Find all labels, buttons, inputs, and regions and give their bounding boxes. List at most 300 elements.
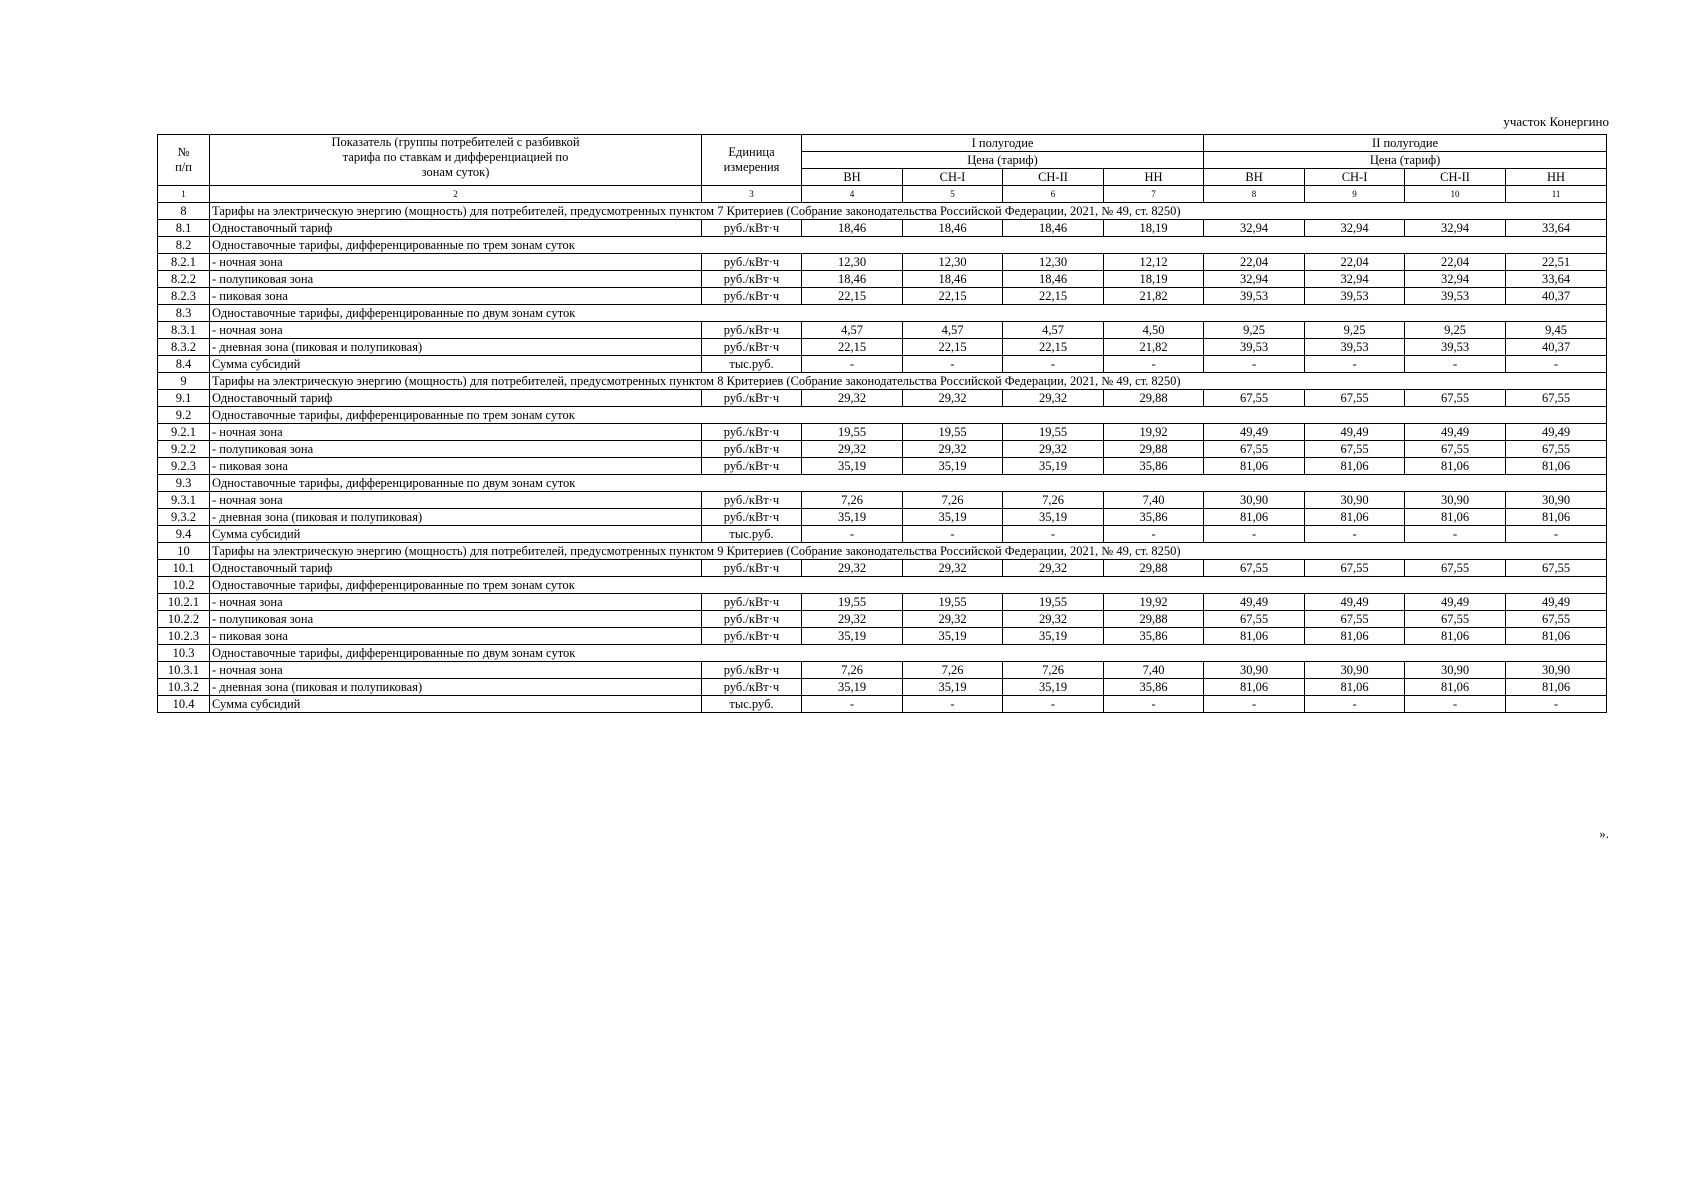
tariff-value: 35,86	[1104, 628, 1204, 645]
header-price-1: Цена (тариф)	[802, 152, 1204, 169]
tariff-value: -	[1204, 356, 1305, 373]
section-row	[158, 203, 1607, 220]
header-unit: Единица измерения	[702, 135, 802, 186]
tariff-value: -	[802, 356, 903, 373]
row-indicator: - ночная зона	[210, 594, 702, 611]
row-unit: руб./кВт·ч	[702, 390, 802, 407]
row-number: 8.3.1	[158, 322, 210, 339]
header-level-cell: СН-II	[1003, 169, 1104, 186]
row-number: 10.2	[158, 577, 210, 594]
tariff-value: 29,32	[1003, 390, 1104, 407]
tariff-value: 35,19	[903, 679, 1003, 696]
tariff-value: 29,88	[1104, 560, 1204, 577]
row-indicator: Сумма субсидий	[210, 696, 702, 713]
tariff-value: 81,06	[1305, 509, 1405, 526]
table-row	[158, 679, 1607, 696]
tariff-value: 30,90	[1305, 492, 1405, 509]
tariff-value: 7,26	[802, 662, 903, 679]
tariff-value: 18,46	[903, 220, 1003, 237]
tariff-value: 39,53	[1305, 339, 1405, 356]
tariff-value: 67,55	[1204, 560, 1305, 577]
tariff-value: 30,90	[1305, 662, 1405, 679]
tariff-value: 29,32	[903, 560, 1003, 577]
tariff-value: 22,15	[1003, 339, 1104, 356]
row-number: 9.4	[158, 526, 210, 543]
closing-quote: ».	[1599, 826, 1609, 841]
tariff-value: 81,06	[1305, 679, 1405, 696]
tariff-value: 49,49	[1405, 594, 1506, 611]
table-row	[158, 458, 1607, 475]
row-indicator: - полупиковая зона	[210, 441, 702, 458]
tariff-value: 49,49	[1204, 594, 1305, 611]
table-group-row	[158, 305, 1607, 322]
tariff-value: 29,32	[903, 611, 1003, 628]
tariff-value: -	[903, 356, 1003, 373]
row-number: 9.3	[158, 475, 210, 492]
tariff-value: -	[1104, 526, 1204, 543]
tariff-value: -	[1405, 696, 1506, 713]
tariff-value: 4,57	[903, 322, 1003, 339]
tariff-value: 12,30	[802, 254, 903, 271]
row-indicator: - полупиковая зона	[210, 611, 702, 628]
tariff-value: 67,55	[1405, 611, 1506, 628]
tariff-value: 22,15	[802, 339, 903, 356]
row-indicator: - ночная зона	[210, 662, 702, 679]
tariff-value: -	[1506, 356, 1607, 373]
header-level-cell: ВН	[1204, 169, 1305, 186]
tariff-value: 81,06	[1204, 679, 1305, 696]
tariff-value: -	[1204, 696, 1305, 713]
tariff-value: 35,19	[802, 458, 903, 475]
row-indicator: - ночная зона	[210, 424, 702, 441]
row-number: 9.2.1	[158, 424, 210, 441]
tariff-value: 22,15	[903, 339, 1003, 356]
table-header	[158, 135, 1607, 203]
section-row	[158, 543, 1607, 560]
table-row	[158, 696, 1607, 713]
row-indicator: - дневная зона (пиковая и полупиковая)	[210, 679, 702, 696]
tariff-value: 67,55	[1405, 390, 1506, 407]
tariff-value: -	[1104, 356, 1204, 373]
tariff-value: 67,55	[1506, 390, 1607, 407]
row-number: 10.1	[158, 560, 210, 577]
table-row	[158, 254, 1607, 271]
tariff-value: 49,49	[1305, 424, 1405, 441]
tariff-value: 9,45	[1506, 322, 1607, 339]
tariff-value: 67,55	[1405, 560, 1506, 577]
table-row	[158, 356, 1607, 373]
column-number-cell: 1	[158, 186, 210, 203]
tariff-value: 9,25	[1405, 322, 1506, 339]
tariff-value: 67,55	[1506, 441, 1607, 458]
row-unit: руб./кВт·ч	[702, 288, 802, 305]
row-unit: руб./кВт·ч	[702, 322, 802, 339]
tariff-value: 67,55	[1305, 441, 1405, 458]
column-number-cell: 11	[1506, 186, 1607, 203]
row-indicator: Одноставочный тариф	[210, 220, 702, 237]
tariff-value: 35,19	[802, 509, 903, 526]
header-level-cell: НН	[1104, 169, 1204, 186]
row-indicator: Одноставочные тарифы, дифференцированные по трем зонам суток	[210, 407, 1607, 424]
tariff-value: 19,92	[1104, 594, 1204, 611]
tariff-value: 30,90	[1204, 662, 1305, 679]
tariff-value: -	[802, 526, 903, 543]
row-number: 8.3.2	[158, 339, 210, 356]
row-unit: тыс.руб.	[702, 696, 802, 713]
tariff-value: 19,55	[1003, 594, 1104, 611]
tariff-value: 29,32	[802, 390, 903, 407]
tariff-value: 39,53	[1204, 339, 1305, 356]
tariff-value: 18,46	[802, 220, 903, 237]
tariff-value: 32,94	[1305, 220, 1405, 237]
table-row	[158, 390, 1607, 407]
tariff-table	[157, 134, 1607, 713]
tariff-value: 22,15	[802, 288, 903, 305]
row-indicator: - ночная зона	[210, 322, 702, 339]
section-title: Тарифы на электрическую энергию (мощность) для потребителей, предусмотренных пунктом 9 Критериев (Собрание законодательства Российской Федерации, 2021, № 49, ст. 8250)	[210, 543, 1607, 560]
tariff-value: 81,06	[1405, 679, 1506, 696]
tariff-value: -	[1003, 356, 1104, 373]
section-number: 9	[158, 373, 210, 390]
tariff-value: 81,06	[1405, 509, 1506, 526]
tariff-value: 35,19	[1003, 628, 1104, 645]
table-group-row	[158, 645, 1607, 662]
row-indicator: Одноставочный тариф	[210, 560, 702, 577]
tariff-value: 4,57	[1003, 322, 1104, 339]
column-number-cell: 10	[1405, 186, 1506, 203]
row-number: 9.2.3	[158, 458, 210, 475]
row-indicator: - пиковая зона	[210, 628, 702, 645]
row-number: 10.2.2	[158, 611, 210, 628]
row-indicator: Сумма субсидий	[210, 356, 702, 373]
row-indicator: Одноставочные тарифы, дифференцированные по двум зонам суток	[210, 645, 1607, 662]
table-row	[158, 322, 1607, 339]
tariff-value: 81,06	[1204, 628, 1305, 645]
column-number-cell: 3	[702, 186, 802, 203]
tariff-value: 29,32	[802, 611, 903, 628]
row-number: 9.1	[158, 390, 210, 407]
tariff-value: 35,86	[1104, 679, 1204, 696]
tariff-value: 35,19	[802, 679, 903, 696]
tariff-value: -	[903, 526, 1003, 543]
tariff-value: 29,88	[1104, 611, 1204, 628]
table-row	[158, 628, 1607, 645]
tariff-value: 33,64	[1506, 271, 1607, 288]
page-caption: участок Конергино	[1503, 114, 1609, 129]
row-indicator: - пиковая зона	[210, 288, 702, 305]
table-group-row	[158, 407, 1607, 424]
tariff-value: 29,88	[1104, 390, 1204, 407]
tariff-value: 49,49	[1405, 424, 1506, 441]
tariff-value: 67,55	[1204, 390, 1305, 407]
tariff-value: 39,53	[1305, 288, 1405, 305]
row-number: 9.3.1	[158, 492, 210, 509]
table-row	[158, 271, 1607, 288]
tariff-value: 7,40	[1104, 492, 1204, 509]
header-level-cell: ВН	[802, 169, 903, 186]
tariff-value: 18,19	[1104, 220, 1204, 237]
tariff-value: 35,86	[1104, 509, 1204, 526]
tariff-value: 67,55	[1305, 611, 1405, 628]
row-unit: руб./кВт·ч	[702, 492, 802, 509]
tariff-value: -	[1405, 526, 1506, 543]
tariff-value: 67,55	[1405, 441, 1506, 458]
tariff-value: 33,64	[1506, 220, 1607, 237]
tariff-value: 29,32	[1003, 560, 1104, 577]
tariff-value: 40,37	[1506, 339, 1607, 356]
table-row	[158, 339, 1607, 356]
tariff-value: 35,19	[903, 628, 1003, 645]
header-level-cell: СН-II	[1405, 169, 1506, 186]
tariff-value: 49,49	[1506, 424, 1607, 441]
section-title: Тарифы на электрическую энергию (мощность) для потребителей, предусмотренных пунктом 7 Критериев (Собрание законодательства Российской Федерации, 2021, № 49, ст. 8250)	[210, 203, 1607, 220]
tariff-value: 30,90	[1204, 492, 1305, 509]
row-indicator: Одноставочный тариф	[210, 390, 702, 407]
row-number: 10.4	[158, 696, 210, 713]
tariff-value: 32,94	[1405, 271, 1506, 288]
tariff-value: 81,06	[1305, 458, 1405, 475]
tariff-value: 30,90	[1506, 492, 1607, 509]
tariff-value: 81,06	[1305, 628, 1405, 645]
header-level-cell: НН	[1506, 169, 1607, 186]
section-number: 10	[158, 543, 210, 560]
tariff-value: -	[1405, 356, 1506, 373]
tariff-value: -	[1305, 696, 1405, 713]
tariff-value: 19,55	[903, 424, 1003, 441]
tariff-value: 81,06	[1506, 628, 1607, 645]
table-row	[158, 424, 1607, 441]
table-group-row	[158, 237, 1607, 254]
row-number: 8.2	[158, 237, 210, 254]
tariff-value: 81,06	[1506, 458, 1607, 475]
row-unit: руб./кВт·ч	[702, 594, 802, 611]
tariff-value: -	[1506, 526, 1607, 543]
tariff-value: 18,46	[1003, 220, 1104, 237]
tariff-value: 19,55	[802, 424, 903, 441]
tariff-value: 19,55	[802, 594, 903, 611]
tariff-value: -	[1003, 696, 1104, 713]
tariff-value: 32,94	[1204, 271, 1305, 288]
table-row	[158, 662, 1607, 679]
row-number: 8.1	[158, 220, 210, 237]
column-number-cell: 2	[210, 186, 702, 203]
header-half-1: I полугодие	[802, 135, 1204, 152]
table-group-row	[158, 577, 1607, 594]
tariff-value: 35,19	[1003, 509, 1104, 526]
row-unit: руб./кВт·ч	[702, 611, 802, 628]
table-row	[158, 441, 1607, 458]
column-number-cell: 6	[1003, 186, 1104, 203]
section-title: Тарифы на электрическую энергию (мощность) для потребителей, предусмотренных пунктом 8 Критериев (Собрание законодательства Российской Федерации, 2021, № 49, ст. 8250)	[210, 373, 1607, 390]
tariff-value: 29,32	[802, 560, 903, 577]
header-column-numbers	[158, 186, 1607, 203]
tariff-value: 29,88	[1104, 441, 1204, 458]
section-row	[158, 373, 1607, 390]
tariff-value: 81,06	[1506, 679, 1607, 696]
row-unit: руб./кВт·ч	[702, 339, 802, 356]
row-indicator: - дневная зона (пиковая и полупиковая)	[210, 339, 702, 356]
tariff-value: 81,06	[1204, 458, 1305, 475]
row-number: 10.3	[158, 645, 210, 662]
tariff-value: 29,32	[903, 441, 1003, 458]
tariff-value: 81,06	[1204, 509, 1305, 526]
tariff-value: 21,82	[1104, 339, 1204, 356]
tariff-value: 7,40	[1104, 662, 1204, 679]
tariff-value: 29,32	[802, 441, 903, 458]
tariff-value: -	[1305, 356, 1405, 373]
table-row	[158, 220, 1607, 237]
tariff-value: 18,46	[1003, 271, 1104, 288]
tariff-value: 7,26	[903, 662, 1003, 679]
tariff-value: 35,86	[1104, 458, 1204, 475]
tariff-value: 49,49	[1506, 594, 1607, 611]
row-unit: руб./кВт·ч	[702, 560, 802, 577]
row-number: 10.3.1	[158, 662, 210, 679]
tariff-value: 39,53	[1405, 288, 1506, 305]
tariff-value: 32,94	[1204, 220, 1305, 237]
table-row	[158, 594, 1607, 611]
tariff-value: -	[1506, 696, 1607, 713]
header-price-2: Цена (тариф)	[1204, 152, 1607, 169]
column-number-cell: 8	[1204, 186, 1305, 203]
row-number: 10.2.1	[158, 594, 210, 611]
tariff-value: 67,55	[1305, 560, 1405, 577]
row-indicator: Одноставочные тарифы, дифференцированные по двум зонам суток	[210, 305, 1607, 322]
row-number: 8.3	[158, 305, 210, 322]
tariff-value: 22,15	[1003, 288, 1104, 305]
tariff-value: 18,19	[1104, 271, 1204, 288]
tariff-value: 81,06	[1405, 458, 1506, 475]
row-unit: руб./кВт·ч	[702, 424, 802, 441]
tariff-value: -	[1305, 526, 1405, 543]
tariff-value: 21,82	[1104, 288, 1204, 305]
row-unit: руб./кВт·ч	[702, 662, 802, 679]
row-unit: руб./кВт·ч	[702, 271, 802, 288]
row-indicator: Одноставочные тарифы, дифференцированные по трем зонам суток	[210, 237, 1607, 254]
tariff-value: 67,55	[1204, 611, 1305, 628]
column-number-cell: 7	[1104, 186, 1204, 203]
section-number: 8	[158, 203, 210, 220]
tariff-value: 18,46	[802, 271, 903, 288]
header-indicator: Показатель (группы потребителей с разбивкой тарифа по ставкам и дифференциацией по зонам суток)	[210, 135, 702, 186]
row-unit: руб./кВт·ч	[702, 509, 802, 526]
row-number: 10.3.2	[158, 679, 210, 696]
tariff-value: 29,32	[903, 390, 1003, 407]
row-indicator: - ночная зона	[210, 492, 702, 509]
tariff-value: 19,55	[903, 594, 1003, 611]
row-number: 9.2.2	[158, 441, 210, 458]
tariff-value: 32,94	[1405, 220, 1506, 237]
row-unit: тыс.руб.	[702, 526, 802, 543]
tariff-value: 7,26	[802, 492, 903, 509]
tariff-value: 12,12	[1104, 254, 1204, 271]
tariff-value: 30,90	[1405, 492, 1506, 509]
tariff-value: 12,30	[1003, 254, 1104, 271]
tariff-value: 39,53	[1405, 339, 1506, 356]
tariff-value: 67,55	[1506, 560, 1607, 577]
tariff-value: 29,32	[1003, 611, 1104, 628]
tariff-value: 40,37	[1506, 288, 1607, 305]
tariff-value: 35,19	[1003, 679, 1104, 696]
tariff-value: 67,55	[1204, 441, 1305, 458]
tariff-value: 19,55	[1003, 424, 1104, 441]
row-indicator: Одноставочные тарифы, дифференцированные по трем зонам суток	[210, 577, 1607, 594]
tariff-value: 49,49	[1305, 594, 1405, 611]
table-body	[158, 203, 1607, 713]
row-indicator: Сумма субсидий	[210, 526, 702, 543]
tariff-value: 4,57	[802, 322, 903, 339]
row-unit: руб./кВт·ч	[702, 441, 802, 458]
tariff-value: -	[802, 696, 903, 713]
table-group-row	[158, 475, 1607, 492]
table-row	[158, 492, 1607, 509]
tariff-value: 12,30	[903, 254, 1003, 271]
row-indicator: - дневная зона (пиковая и полупиковая)	[210, 509, 702, 526]
tariff-value: -	[1003, 526, 1104, 543]
tariff-value: 22,04	[1204, 254, 1305, 271]
tariff-value: 22,15	[903, 288, 1003, 305]
tariff-value: 49,49	[1204, 424, 1305, 441]
row-unit: руб./кВт·ч	[702, 220, 802, 237]
tariff-value: 7,26	[1003, 662, 1104, 679]
tariff-value: 35,19	[1003, 458, 1104, 475]
tariff-value: 35,19	[802, 628, 903, 645]
tariff-value: 18,46	[903, 271, 1003, 288]
row-number: 10.2.3	[158, 628, 210, 645]
table-row	[158, 509, 1607, 526]
row-unit: руб./кВт·ч	[702, 628, 802, 645]
header-level-cell: СН-I	[903, 169, 1003, 186]
tariff-value: 7,26	[903, 492, 1003, 509]
tariff-value: 22,04	[1405, 254, 1506, 271]
tariff-value: 22,51	[1506, 254, 1607, 271]
row-indicator: - ночная зона	[210, 254, 702, 271]
row-number: 8.2.3	[158, 288, 210, 305]
tariff-value: 81,06	[1506, 509, 1607, 526]
tariff-value: -	[1104, 696, 1204, 713]
tariff-value: 30,90	[1405, 662, 1506, 679]
tariff-value: 35,19	[903, 509, 1003, 526]
tariff-value: 22,04	[1305, 254, 1405, 271]
tariff-value: 29,32	[1003, 441, 1104, 458]
row-indicator: - пиковая зона	[210, 458, 702, 475]
tariff-value: 67,55	[1305, 390, 1405, 407]
header-half-2: II полугодие	[1204, 135, 1607, 152]
tariff-value: -	[1204, 526, 1305, 543]
tariff-value: 9,25	[1305, 322, 1405, 339]
tariff-value: 39,53	[1204, 288, 1305, 305]
row-number: 8.4	[158, 356, 210, 373]
table-row	[158, 288, 1607, 305]
column-number-cell: 4	[802, 186, 903, 203]
tariff-value: 35,19	[903, 458, 1003, 475]
row-unit: руб./кВт·ч	[702, 458, 802, 475]
row-number: 8.2.2	[158, 271, 210, 288]
tariff-value: 4,50	[1104, 322, 1204, 339]
row-unit: руб./кВт·ч	[702, 679, 802, 696]
tariff-value: 67,55	[1506, 611, 1607, 628]
tariff-value: 9,25	[1204, 322, 1305, 339]
table-row	[158, 560, 1607, 577]
tariff-value: -	[903, 696, 1003, 713]
row-indicator: - полупиковая зона	[210, 271, 702, 288]
tariff-value: 30,90	[1506, 662, 1607, 679]
column-number-cell: 5	[903, 186, 1003, 203]
row-number: 9.2	[158, 407, 210, 424]
tariff-value: 7,26	[1003, 492, 1104, 509]
row-number: 8.2.1	[158, 254, 210, 271]
header-num: № п/п	[158, 135, 210, 186]
